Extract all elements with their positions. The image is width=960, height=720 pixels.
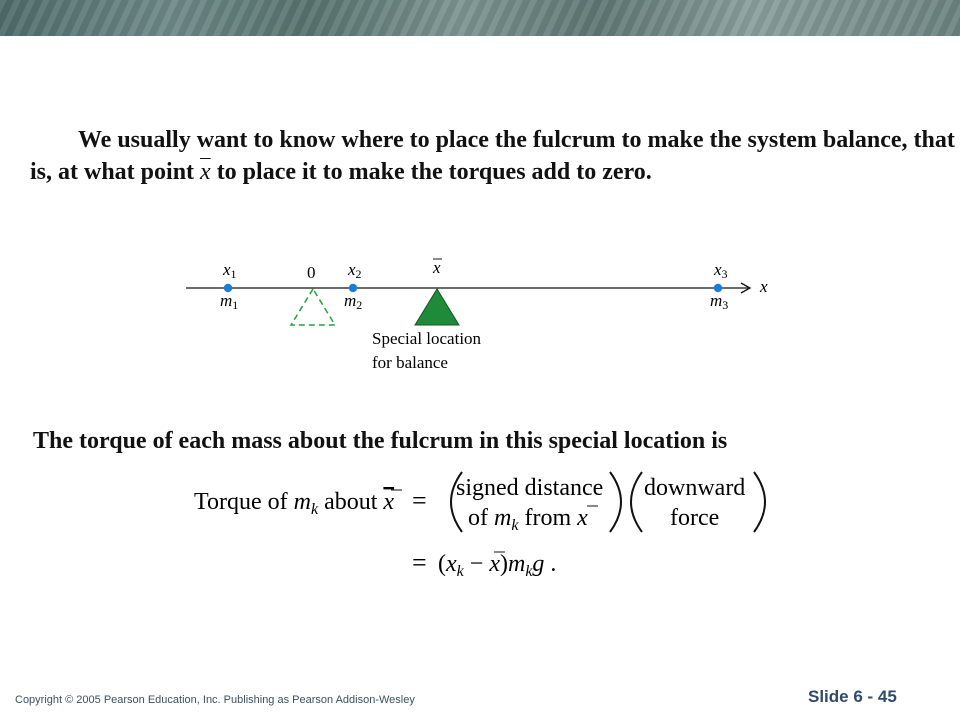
right-paren-2: [754, 472, 765, 532]
mass-label-m2: m2: [344, 291, 363, 312]
intro-paragraph: [30, 124, 955, 188]
copyright-notice: Copyright © 2005 Pearson Education, Inc. Publishing as Pearson Addison-Wesley: [15, 694, 415, 706]
header-banner-texture: [0, 0, 960, 36]
signed-distance-line-1: signed distance: [456, 475, 604, 501]
mass-label-m1: m1: [220, 291, 239, 312]
xbar-symbol: $\overline{x}$: [200, 159, 211, 185]
header-banner: [0, 0, 960, 36]
fulcrum-diagram: [180, 255, 780, 380]
left-paren-2: [631, 472, 642, 532]
torque-equation: [186, 465, 786, 585]
intro-line-2-end: to place it to make the torques add to zero.: [210, 159, 652, 185]
downward-force-line-2: force: [670, 505, 720, 531]
equation-line-2-expression: $(x_k - x)m_kg$ .: [438, 551, 557, 580]
axis-label: x: [760, 277, 768, 296]
intro-line-1: We usually want to know where to place the fulcrum to make the system balance, that: [78, 127, 955, 153]
mass-label-m3: m3: [710, 291, 729, 312]
signed-distance-line-2: of $m_k$ from x: [468, 505, 588, 534]
right-paren-1: [610, 472, 621, 532]
dashed-fulcrum-at-origin: [291, 289, 335, 325]
slide-number: Slide 6 - 45: [808, 687, 897, 706]
equals-sign-1: =: [412, 486, 427, 515]
torque-statement: The torque of each mass about the fulcrum in this special location is: [33, 428, 728, 454]
downward-force-line-1: downward: [644, 475, 746, 501]
position-label-x1: x1: [223, 260, 237, 281]
intro-line-2: [30, 156, 935, 188]
fulcrum-caption-line-1: Special location: [372, 329, 482, 348]
fulcrum-caption-line-2: for balance: [372, 353, 448, 372]
intro-line-2-start: is, at what point: [30, 159, 201, 185]
position-label-x2: x2: [348, 260, 362, 281]
position-label-xbar: x: [433, 258, 441, 277]
position-label-x3: x3: [714, 260, 728, 281]
equation-lhs: Torque of $m_k$ about x: [194, 489, 395, 518]
equals-sign-2: =: [412, 548, 427, 577]
balance-fulcrum: [415, 289, 459, 325]
position-label-0: 0: [307, 263, 316, 282]
